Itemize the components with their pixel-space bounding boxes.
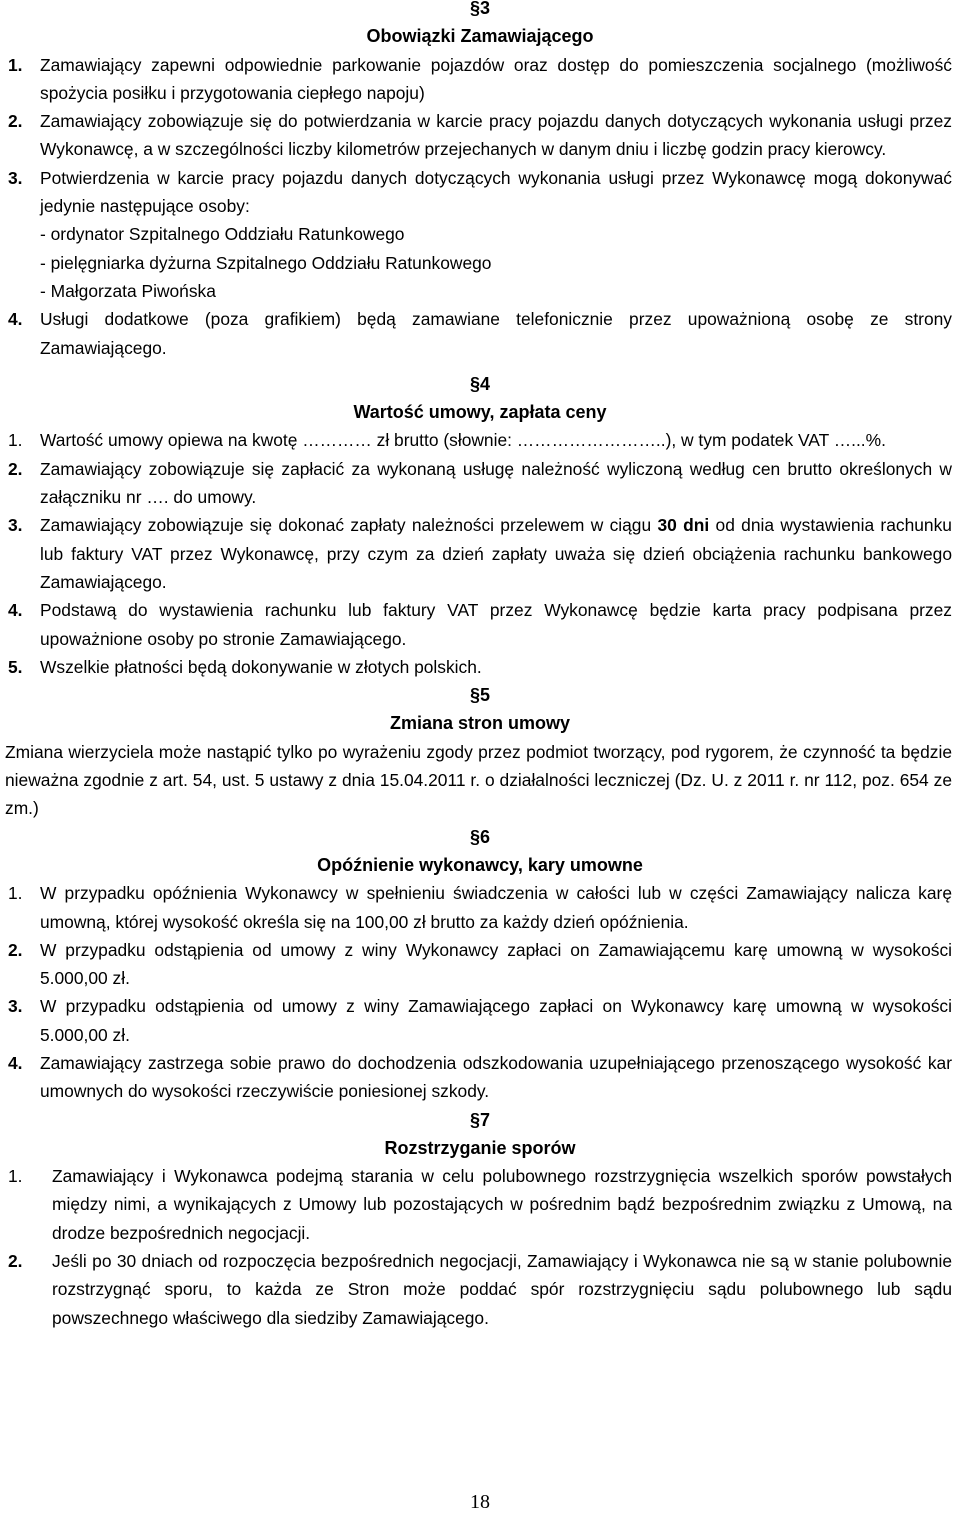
list-item (0, 1049, 952, 1106)
item-number: 5. (8, 656, 23, 677)
item-text: Zamawiający zapewni odpowiednie parkowanie pojazdów oraz dostęp do pomieszczenia socjalnego (możliwość spożycia posiłku i przygotowania ciepłego napoju) (40, 54, 952, 103)
list-item (0, 107, 952, 164)
section-title: Zmiana stron umowy (389, 713, 571, 734)
list-item (0, 51, 952, 108)
list-item (0, 992, 952, 1049)
item-text: Zamawiający zobowiązuje się zapłacić za wykonaną usługę należność wyliczoną według cen brutto określonych w załączniku nr …. do umowy. (40, 458, 952, 508)
list-item (0, 596, 952, 653)
item-number: 2. (8, 458, 23, 479)
section-3 (0, 0, 960, 362)
item-text: Zamawiający i Wykonawca podejmą starania w celu polubownego rozstrzygnięcia wszelkich sporów powstałych między nimi, a wynikających z Umowy lub pozostających w pośrednim bądź bezpośrednim związku z Umową, na drodze bezpośrednich negocjacji. (52, 1166, 952, 1243)
person-line: - pielęgniarka dyżurna Szpitalnego Oddziału Ratunkowego (40, 252, 492, 273)
section-6 (0, 823, 960, 1106)
section-number: §3 (469, 0, 491, 18)
list-item (0, 879, 952, 936)
item-number: 1. (8, 883, 23, 904)
section-number: §5 (469, 685, 491, 706)
item-text: Usługi dodatkowe (poza grafikiem) będą zamawiane telefonicznie przez upoważnioną osobę ze strony Zamawiającego. (40, 309, 952, 358)
list-item (0, 653, 952, 681)
item-text-end: od dnia wystawienia rachunku lub faktury VAT przez Wykonawcę, przy czym za dzień zapłaty uważa się dzień obciążenia rachunku bankowego Zamawiającego. (40, 515, 952, 592)
item-number: 4. (8, 600, 23, 621)
item-text: W przypadku odstąpienia od umowy z winy Wykonawcy zapłaci on Zamawiającemu karę umowną w wysokości 5.000,00 zł. (40, 939, 952, 989)
item-number: 3. (8, 515, 23, 536)
section-4 (0, 370, 960, 681)
section-title: Opóźnienie wykonawcy, kary umowne (317, 854, 643, 875)
page-number: 18 (470, 1491, 490, 1513)
item-text: W przypadku odstąpienia od umowy z winy Zamawiającego zapłaci on Wykonawcy karę umowną w wysokości 5.000,00 zł. (40, 996, 952, 1045)
item-text: Zamawiający zastrzega sobie prawo do dochodzenia odszkodowania uzupełniającego przenoszącego wysokość kar umownych do wysokości rzeczywiście poniesionej szkody. (40, 1052, 952, 1102)
list-item (0, 936, 952, 993)
item-number: 4. (8, 309, 23, 330)
item-number: 4. (8, 1052, 23, 1073)
item-text: W przypadku opóźnienia Wykonawcy w spełnieniu świadczenia w całości lub w części Zamawiający nalicza karę umowną, której wysokość określa się na 100,00 zł brutto za każdy dzień opóźnienia. (40, 883, 952, 932)
payment-term: 30 dni (657, 515, 710, 536)
item-text: Jeśli po 30 dniach od rozpoczęcia bezpośrednich negocjacji, Zamawiający i Wykonawca nie są w stanie polubownie rozstrzygnąć sporu, to każda ze Stron może poddać spór rozstrzygnięciu sądu polubownego lub sądu powszechnego właściwego dla siedziby Zamawiającego. (52, 1251, 952, 1328)
item-text: Zamawiający zobowiązuje się do potwierdzania w karcie pracy pojazdu danych dotyczących wykonania usługi przez Wykonawcę, a w szczególności liczby kilometrów przejechanych w danym dniu i liczbę godzin pracy kierowcy. (40, 111, 952, 160)
item-text-start: Zamawiający zobowiązuje się dokonać zapłaty należności przelewem w ciągu (40, 515, 658, 536)
section-title: Obowiązki Zamawiającego (366, 26, 594, 47)
item-number: 1. (8, 1166, 23, 1187)
list-item (0, 164, 952, 305)
person-line: - Małgorzata Piwońska (40, 280, 216, 301)
section-title: Rozstrzyganie sporów (384, 1137, 576, 1158)
list-item (0, 455, 952, 512)
section-number: §7 (469, 1109, 491, 1130)
section-number: §4 (469, 373, 491, 394)
section-number: §6 (469, 826, 491, 847)
section-title: Wartość umowy, zapłata ceny (353, 402, 607, 423)
item-text: Podstawą do wystawienia rachunku lub faktury VAT przez Wykonawcę będzie karta pracy podpisana przez upoważnione osoby po stronie Zamawiającego. (40, 600, 952, 649)
section-5 (0, 681, 960, 822)
list-item (0, 511, 952, 596)
item-text: Wartość umowy opiewa na kwotę ………… zł brutto (słownie: ……………………..), w tym podatek VAT …...%. (40, 430, 886, 451)
item-text: Wszelkie płatności będą dokonywanie w złotych polskich. (40, 656, 482, 677)
item-number: 1. (8, 54, 23, 75)
item-number: 2. (8, 939, 23, 960)
item-number: 2. (8, 111, 23, 132)
list-item (0, 1162, 952, 1247)
item-number: 2. (8, 1251, 23, 1272)
section-text: Zmiana wierzyciela może nastąpić tylko po wyrażeniu zgody przez podmiot tworzący, pod rygorem, że czynność ta będzie nieważna zgodnie z art. 54, ust. 5 ustawy z dnia 15.04.2011 r. o działalności leczniczej (Dz. U. z 2011 r. nr 112, poz. 654 ze zm.) (5, 741, 952, 819)
item-text: Potwierdzenia w karcie pracy pojazdu danych dotyczących wykonania usługi przez Wykonawcę mogą dokonywać jedynie następujące osoby: (40, 167, 952, 217)
list-item (0, 305, 952, 362)
person-line: - ordynator Szpitalnego Oddziału Ratunkowego (40, 224, 405, 245)
item-number: 3. (8, 167, 23, 188)
section-7 (0, 1106, 960, 1332)
item-number: 3. (8, 996, 23, 1017)
item-number: 1. (8, 430, 23, 451)
list-item (0, 1247, 952, 1332)
list-item (0, 426, 952, 454)
